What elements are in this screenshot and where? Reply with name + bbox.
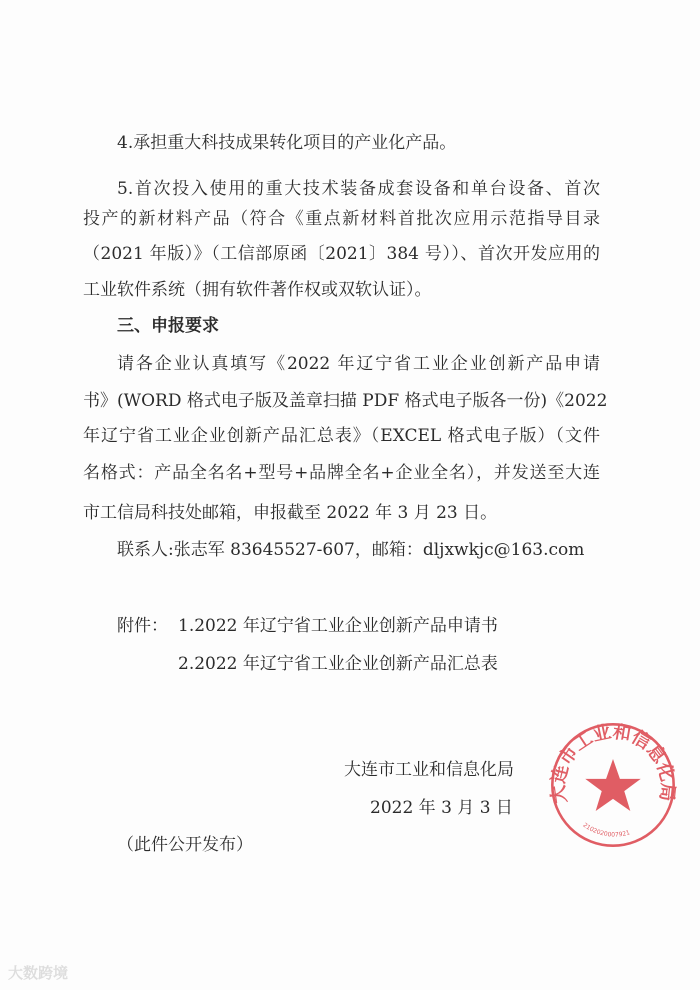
official-seal [548, 720, 678, 850]
contact-line: 联系人:张志军 83645527-607，邮箱：dljxwkjc@163.com [117, 540, 585, 560]
seal-number: 2102020007921 [581, 821, 631, 839]
attachment-item: 2.2022 年辽宁省工业企业创新产品汇总表 [178, 654, 498, 674]
paragraph-line: 投产的新材料产品（符合《重点新材料首批次应用示范指导目录 [83, 209, 600, 229]
paragraph-item-5: 5.首次投入使用的重大技术装备成套设备和单台设备、首次 [117, 179, 600, 199]
issuer-name: 大连市工业和信息化局 [344, 760, 514, 780]
attachment-item: 1.2022 年辽宁省工业企业创新产品申请书 [178, 616, 498, 636]
paragraph-line: 请各企业认真填写《2022 年辽宁省工业企业创新产品申请 [117, 354, 600, 374]
issue-date: 2022 年 3 月 3 日 [370, 798, 513, 818]
paragraph-item-4: 4.承担重大科技成果转化项目的产业化产品。 [117, 133, 457, 153]
star-icon [585, 759, 640, 811]
paragraph-line: 书》(WORD 格式电子版及盖章扫描 PDF 格式电子版各一份)《2022 [83, 391, 608, 411]
paragraph-line: 年辽宁省工业企业创新产品汇总表》（EXCEL 格式电子版）（文件 [83, 426, 600, 446]
attachments-label: 附件： [117, 616, 168, 636]
seal-text: 大连市工业和信息化局 [548, 721, 678, 805]
svg-text:2102020007921 [581, 822, 630, 839]
paragraph-line: （2021 年版）》（工信部原函〔2021〕384 号））、首次开发应用的 [83, 244, 600, 264]
watermark: 大数跨境 [8, 964, 69, 982]
section-heading: 三、申报要求 [117, 316, 219, 336]
paragraph-line: 工业软件系统（拥有软件著作权或双软认证）。 [83, 280, 432, 300]
publication-note: （此件公开发布） [117, 835, 253, 855]
paragraph-line: 名格式：产品全名名+型号+品牌全名+企业全名），并发送至大连 [83, 463, 600, 483]
paragraph-line: 市工信局科技处邮箱，申报截至 2022 年 3 月 23 日。 [83, 503, 498, 523]
